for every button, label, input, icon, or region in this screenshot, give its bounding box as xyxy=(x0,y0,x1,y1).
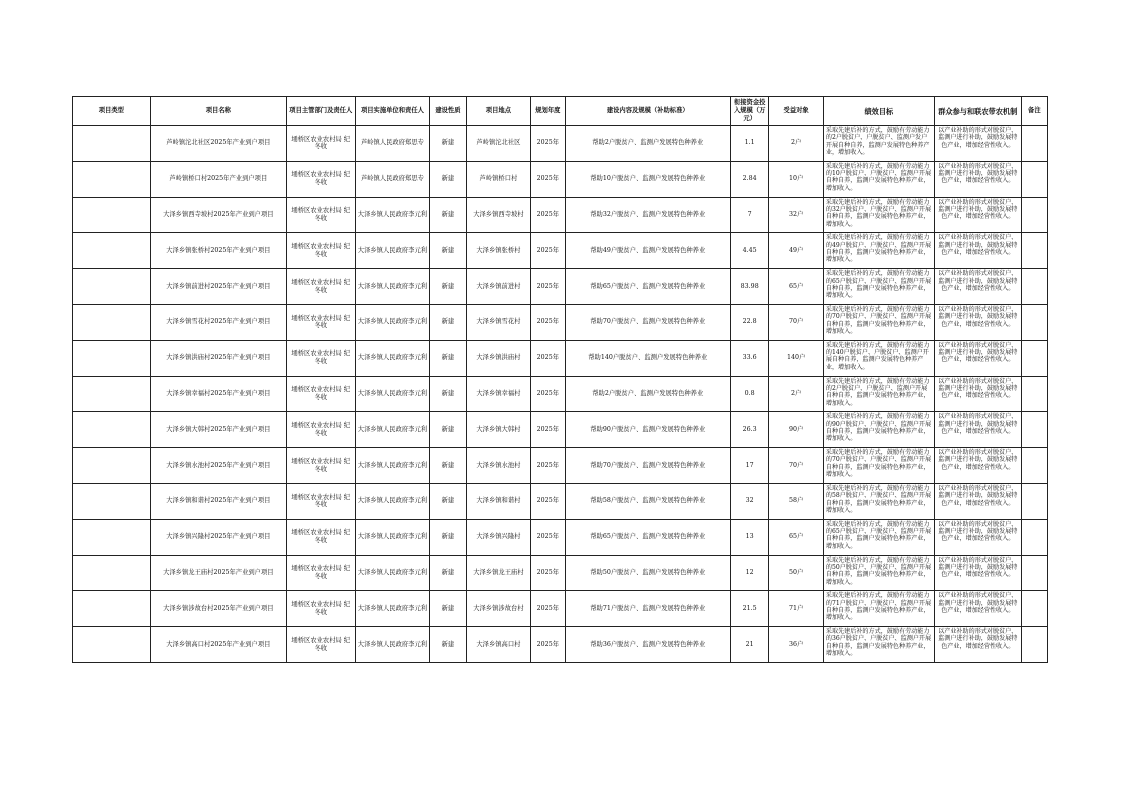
cell-dept: 埇桥区农业农村局 纪冬收 xyxy=(286,197,355,233)
table-row xyxy=(73,448,1048,484)
cell-funds: 12 xyxy=(731,555,769,591)
cell-remark xyxy=(1021,376,1047,412)
cell-funds: 0.8 xyxy=(731,376,769,412)
cell-nature: 新建 xyxy=(430,412,466,448)
cell-nature: 新建 xyxy=(430,197,466,233)
cell-mech: 以产业补助的形式对脱贫户、监测户进行补助，鼓励发展特色产业，增加经营性收入。 xyxy=(934,197,1021,233)
cell-name: 大泽乡镇水池村2025年产业到户项目 xyxy=(150,448,286,484)
cell-type xyxy=(73,448,151,484)
project-table xyxy=(72,96,1048,663)
table-row xyxy=(73,412,1048,448)
cell-content: 帮助49户脱贫户、监测户发展特色种养业 xyxy=(565,233,731,269)
cell-name: 大泽乡镇龙王庙村2025年产业到户项目 xyxy=(150,555,286,591)
cell-year: 2025年 xyxy=(531,591,565,627)
cell-name: 大泽乡镇兴隆村2025年产业到户项目 xyxy=(150,519,286,555)
cell-perf: 采取先建后补的方式，鼓励有劳动能力的36户脱贫户、户脱贫户、监测户开展自种自养，监测户发展特色种养产业，增加收入。 xyxy=(823,627,934,663)
cell-type xyxy=(73,483,151,519)
cell-year: 2025年 xyxy=(531,483,565,519)
cell-location: 大泽乡镇兴隆村 xyxy=(466,519,531,555)
cell-mech: 以产业补助的形式对脱贫户、监测户进行补助，鼓励发展特色产业，增加经营性收入。 xyxy=(934,340,1021,376)
cell-content: 帮助36户脱贫户、监测户发展特色种养业 xyxy=(565,627,731,663)
cell-impl: 大泽乡镇人民政府李元利 xyxy=(355,304,430,340)
cell-nature: 新建 xyxy=(430,126,466,162)
cell-name: 大泽乡镇雪花村2025年产业到户项目 xyxy=(150,304,286,340)
cell-nature: 新建 xyxy=(430,627,466,663)
cell-impl: 大泽乡镇人民政府李元利 xyxy=(355,627,430,663)
cell-beneficiary: 2户 xyxy=(769,376,824,412)
cell-type xyxy=(73,412,151,448)
cell-location: 大泽乡镇水池村 xyxy=(466,448,531,484)
cell-perf: 采取先建后补的方式，鼓励有劳动能力的65户脱贫户、户脱贫户、监测户开展自种自养，监测户发展特色种养产业，增加收入。 xyxy=(823,269,934,305)
table-body xyxy=(73,126,1048,663)
cell-location: 大泽乡镇洪庙村 xyxy=(466,340,531,376)
cell-impl: 大泽乡镇人民政府李元利 xyxy=(355,269,430,305)
cell-beneficiary: 58户 xyxy=(769,483,824,519)
cell-location: 大泽乡镇张桥村 xyxy=(466,233,531,269)
cell-nature: 新建 xyxy=(430,340,466,376)
table-row xyxy=(73,161,1048,197)
cell-year: 2025年 xyxy=(531,519,565,555)
cell-perf: 采取先建后补的方式，鼓励有劳动能力的2户脱贫户、户脱贫户、监测户开展自种自养，监测户发展特色种养产业，增加收入。 xyxy=(823,376,934,412)
cell-year: 2025年 xyxy=(531,126,565,162)
cell-content: 帮助71户脱贫户、监测户发展特色种养业 xyxy=(565,591,731,627)
cell-funds: 17 xyxy=(731,448,769,484)
cell-year: 2025年 xyxy=(531,233,565,269)
cell-nature: 新建 xyxy=(430,483,466,519)
cell-funds: 4.45 xyxy=(731,233,769,269)
cell-type xyxy=(73,519,151,555)
table-row xyxy=(73,197,1048,233)
cell-impl: 芦岭镇人民政府郑思专 xyxy=(355,126,430,162)
cell-year: 2025年 xyxy=(531,269,565,305)
header-impl: 项目实施单位和责任人 xyxy=(355,97,430,126)
header-name: 项目名称 xyxy=(150,97,286,126)
cell-perf: 采取先建后补的方式，鼓励有劳动能力的32户脱贫户、户脱贫户、监测户开展自种自养，监测户发展特色种养产业，增加收入。 xyxy=(823,197,934,233)
cell-mech: 以产业补助的形式对脱贫户、监测户进行补助，鼓励发展特色产业，增加经营性收入。 xyxy=(934,376,1021,412)
cell-dept: 埇桥区农业农村局 纪冬收 xyxy=(286,233,355,269)
cell-remark xyxy=(1021,197,1047,233)
table-row xyxy=(73,269,1048,305)
cell-dept: 埇桥区农业农村局 纪冬收 xyxy=(286,126,355,162)
cell-name: 大泽乡镇涉故台村2025年产业到户项目 xyxy=(150,591,286,627)
cell-content: 帮助2户脱贫户、监测户发展特色种养业 xyxy=(565,376,731,412)
cell-remark xyxy=(1021,233,1047,269)
cell-name: 芦岭镇沱北社区2025年产业到户项目 xyxy=(150,126,286,162)
cell-impl: 大泽乡镇人民政府李元利 xyxy=(355,197,430,233)
table-row xyxy=(73,340,1048,376)
header-beneficiary: 受益对象 xyxy=(769,97,824,126)
cell-perf: 采取先建后补的方式，鼓励有劳动能力的70户脱贫户、户脱贫户、监测户开展自种自养，监测户发展特色种养产业，增加收入。 xyxy=(823,448,934,484)
table-row xyxy=(73,519,1048,555)
cell-content: 帮助50户脱贫户、监测户发展特色种养业 xyxy=(565,555,731,591)
cell-content: 帮助65户脱贫户、监测户发展特色种养业 xyxy=(565,519,731,555)
cell-funds: 83.98 xyxy=(731,269,769,305)
cell-perf: 采取先建后补的方式，鼓励有劳动能力的71户脱贫户、户脱贫户、监测户开展自种自养，监测户发展特色种养产业，增加收入。 xyxy=(823,591,934,627)
cell-content: 帮助90户脱贫户、监测户发展特色种养业 xyxy=(565,412,731,448)
header-funds: 衔接资金投入规模（万元） xyxy=(731,97,769,126)
cell-perf: 采取先建后补的方式，鼓励有劳动能力的50户脱贫户、户脱贫户、监测户开展自种自养，监测户发展特色种养产业，增加收入。 xyxy=(823,555,934,591)
cell-content: 帮助32户脱贫户、监测户发展特色种养业 xyxy=(565,197,731,233)
cell-location: 大泽乡镇前进村 xyxy=(466,269,531,305)
cell-mech: 以产业补助的形式对脱贫户、监测户进行补助，鼓励发展特色产业，增加经营性收入。 xyxy=(934,448,1021,484)
cell-funds: 21 xyxy=(731,627,769,663)
cell-location: 大泽乡镇龙王庙村 xyxy=(466,555,531,591)
cell-funds: 21.5 xyxy=(731,591,769,627)
cell-perf: 采取先建后补的方式，鼓励有劳动能力的140户脱贫户、户脱贫户、监测户开展自种自养，监测户发展特色种养产业，增加收入。 xyxy=(823,340,934,376)
cell-mech: 以产业补助的形式对脱贫户、监测户进行补助，鼓励发展特色产业，增加经营性收入。 xyxy=(934,126,1021,162)
table-row xyxy=(73,627,1048,663)
cell-location: 芦岭镇桥口村 xyxy=(466,161,531,197)
cell-perf: 采取先建后补的方式，鼓励有劳动能力的2户脱贫户、户脱贫户、监测户发户开展自种自养，监测户发展特色种养产业，增加收入。 xyxy=(823,126,934,162)
cell-location: 芦岭镇沱北社区 xyxy=(466,126,531,162)
cell-location: 大泽乡镇大韩村 xyxy=(466,412,531,448)
cell-content: 帮助70户脱贫户、监测户发展特色种养业 xyxy=(565,304,731,340)
cell-type xyxy=(73,126,151,162)
cell-impl: 大泽乡镇人民政府李元利 xyxy=(355,591,430,627)
cell-beneficiary: 49户 xyxy=(769,233,824,269)
cell-mech: 以产业补助的形式对脱贫户、监测户进行补助，鼓励发展特色产业，增加经营性收入。 xyxy=(934,161,1021,197)
table-row xyxy=(73,483,1048,519)
cell-beneficiary: 71户 xyxy=(769,591,824,627)
cell-type xyxy=(73,304,151,340)
cell-impl: 大泽乡镇人民政府李元利 xyxy=(355,555,430,591)
cell-content: 帮助70户脱贫户、监测户发展特色种养业 xyxy=(565,448,731,484)
cell-type xyxy=(73,340,151,376)
cell-type xyxy=(73,555,151,591)
header-year: 规划年度 xyxy=(531,97,565,126)
cell-dept: 埇桥区农业农村局 纪冬收 xyxy=(286,304,355,340)
cell-perf: 采取先建后补的方式，鼓励有劳动能力的90户脱贫户、户脱贫户、监测户开展自种自养，监测户发展特色种养产业，增加收入。 xyxy=(823,412,934,448)
cell-beneficiary: 65户 xyxy=(769,519,824,555)
cell-location: 大泽乡镇和谐村 xyxy=(466,483,531,519)
cell-name: 大泽乡镇西寺坡村2025年产业到户项目 xyxy=(150,197,286,233)
cell-mech: 以产业补助的形式对脱贫户、监测户进行补助，鼓励发展特色产业，增加经营性收入。 xyxy=(934,627,1021,663)
cell-beneficiary: 36户 xyxy=(769,627,824,663)
cell-beneficiary: 70户 xyxy=(769,304,824,340)
cell-dept: 埇桥区农业农村局 纪冬收 xyxy=(286,627,355,663)
cell-beneficiary: 50户 xyxy=(769,555,824,591)
cell-type xyxy=(73,591,151,627)
cell-nature: 新建 xyxy=(430,376,466,412)
cell-funds: 32 xyxy=(731,483,769,519)
cell-nature: 新建 xyxy=(430,448,466,484)
cell-dept: 埇桥区农业农村局 纪冬收 xyxy=(286,269,355,305)
header-perf: 绩效目标 xyxy=(823,97,934,126)
cell-year: 2025年 xyxy=(531,448,565,484)
cell-mech: 以产业补助的形式对脱贫户、监测户进行补助，鼓励发展特色产业，增加经营性收入。 xyxy=(934,591,1021,627)
cell-location: 大泽乡镇西寺坡村 xyxy=(466,197,531,233)
cell-content: 帮助2户脱贫户、监测户发展特色种养业 xyxy=(565,126,731,162)
cell-content: 帮助140户脱贫户、监测户发展特色种养业 xyxy=(565,340,731,376)
cell-remark xyxy=(1021,591,1047,627)
cell-beneficiary: 2户 xyxy=(769,126,824,162)
header-row xyxy=(73,97,1048,126)
header-location: 项目地点 xyxy=(466,97,531,126)
cell-perf: 采取先建后补的方式，鼓励有劳动能力的65户脱贫户、户脱贫户、监测户开展自种自养，监测户发展特色种养产业，增加收入。 xyxy=(823,519,934,555)
cell-year: 2025年 xyxy=(531,376,565,412)
cell-mech: 以产业补助的形式对脱贫户、监测户进行补助，鼓励发展特色产业，增加经营性收入。 xyxy=(934,233,1021,269)
cell-remark xyxy=(1021,627,1047,663)
cell-beneficiary: 65户 xyxy=(769,269,824,305)
cell-name: 大泽乡镇高口村2025年产业到户项目 xyxy=(150,627,286,663)
table-row xyxy=(73,591,1048,627)
cell-dept: 埇桥区农业农村局 纪冬收 xyxy=(286,519,355,555)
cell-location: 大泽乡镇涉故台村 xyxy=(466,591,531,627)
cell-beneficiary: 90户 xyxy=(769,412,824,448)
cell-remark xyxy=(1021,519,1047,555)
cell-mech: 以产业补助的形式对脱贫户、监测户进行补助，鼓励发展特色产业，增加经营性收入。 xyxy=(934,519,1021,555)
cell-mech: 以产业补助的形式对脱贫户、监测户进行补助，鼓励发展特色产业，增加经营性收入。 xyxy=(934,412,1021,448)
cell-year: 2025年 xyxy=(531,627,565,663)
cell-nature: 新建 xyxy=(430,519,466,555)
cell-name: 芦岭镇桥口村2025年产业到户项目 xyxy=(150,161,286,197)
cell-perf: 采取先建后补的方式，鼓励有劳动能力的10户脱贫户、户脱贫户、监测户开展自种自养，监测户发展特色种养产业，增加收入。 xyxy=(823,161,934,197)
cell-impl: 大泽乡镇人民政府李元利 xyxy=(355,340,430,376)
cell-beneficiary: 32户 xyxy=(769,197,824,233)
cell-beneficiary: 140户 xyxy=(769,340,824,376)
cell-location: 大泽乡镇高口村 xyxy=(466,627,531,663)
cell-remark xyxy=(1021,304,1047,340)
cell-funds: 2.84 xyxy=(731,161,769,197)
cell-dept: 埇桥区农业农村局 纪冬收 xyxy=(286,161,355,197)
header-type: 项目类型 xyxy=(73,97,151,126)
cell-content: 帮助65户脱贫户、监测户发展特色种养业 xyxy=(565,269,731,305)
cell-content: 帮助58户脱贫户、监测户发展特色种养业 xyxy=(565,483,731,519)
cell-year: 2025年 xyxy=(531,555,565,591)
cell-remark xyxy=(1021,161,1047,197)
cell-dept: 埇桥区农业农村局 纪冬收 xyxy=(286,340,355,376)
cell-funds: 7 xyxy=(731,197,769,233)
cell-impl: 大泽乡镇人民政府李元利 xyxy=(355,376,430,412)
cell-nature: 新建 xyxy=(430,269,466,305)
cell-funds: 1.1 xyxy=(731,126,769,162)
cell-type xyxy=(73,627,151,663)
cell-name: 大泽乡镇前进村2025年产业到户项目 xyxy=(150,269,286,305)
cell-content: 帮助10户脱贫户、监测户发展特色种养业 xyxy=(565,161,731,197)
cell-nature: 新建 xyxy=(430,161,466,197)
header-dept: 项目主管部门及责任人 xyxy=(286,97,355,126)
cell-beneficiary: 10户 xyxy=(769,161,824,197)
cell-mech: 以产业补助的形式对脱贫户、监测户进行补助，鼓励发展特色产业，增加经营性收入。 xyxy=(934,483,1021,519)
cell-impl: 大泽乡镇人民政府李元利 xyxy=(355,233,430,269)
cell-impl: 大泽乡镇人民政府李元利 xyxy=(355,483,430,519)
cell-remark xyxy=(1021,448,1047,484)
cell-dept: 埇桥区农业农村局 纪冬收 xyxy=(286,555,355,591)
table-row xyxy=(73,304,1048,340)
cell-nature: 新建 xyxy=(430,304,466,340)
cell-mech: 以产业补助的形式对脱贫户、监测户进行补助，鼓励发展特色产业，增加经营性收入。 xyxy=(934,269,1021,305)
cell-nature: 新建 xyxy=(430,591,466,627)
cell-location: 大泽乡镇幸福村 xyxy=(466,376,531,412)
cell-funds: 13 xyxy=(731,519,769,555)
cell-year: 2025年 xyxy=(531,412,565,448)
cell-dept: 埇桥区农业农村局 纪冬收 xyxy=(286,412,355,448)
cell-year: 2025年 xyxy=(531,161,565,197)
cell-dept: 埇桥区农业农村局 纪冬收 xyxy=(286,448,355,484)
cell-beneficiary: 70户 xyxy=(769,448,824,484)
cell-remark xyxy=(1021,412,1047,448)
cell-year: 2025年 xyxy=(531,304,565,340)
cell-funds: 33.6 xyxy=(731,340,769,376)
cell-type xyxy=(73,269,151,305)
cell-type xyxy=(73,161,151,197)
cell-type xyxy=(73,197,151,233)
cell-funds: 26.3 xyxy=(731,412,769,448)
cell-dept: 埇桥区农业农村局 纪冬收 xyxy=(286,483,355,519)
cell-year: 2025年 xyxy=(531,340,565,376)
cell-perf: 采取先建后补的方式，鼓励有劳动能力的70户脱贫户、户脱贫户、监测户开展自种自养，监测户发展特色种养产业，增加收入。 xyxy=(823,304,934,340)
cell-remark xyxy=(1021,555,1047,591)
header-content: 建设内容及规模（补助标准） xyxy=(565,97,731,126)
cell-dept: 埇桥区农业农村局 纪冬收 xyxy=(286,591,355,627)
cell-nature: 新建 xyxy=(430,555,466,591)
cell-impl: 大泽乡镇人民政府李元利 xyxy=(355,519,430,555)
cell-location: 大泽乡镇雪花村 xyxy=(466,304,531,340)
cell-type xyxy=(73,376,151,412)
cell-year: 2025年 xyxy=(531,197,565,233)
header-nature: 建设性质 xyxy=(430,97,466,126)
cell-name: 大泽乡镇洪庙村2025年产业到户项目 xyxy=(150,340,286,376)
cell-remark xyxy=(1021,269,1047,305)
header-remark: 备注 xyxy=(1021,97,1047,126)
cell-funds: 22.8 xyxy=(731,304,769,340)
cell-perf: 采取先建后补的方式，鼓励有劳动能力的58户脱贫户、户脱贫户、监测户开展自种自养，监测户发展特色种养产业，增加收入。 xyxy=(823,483,934,519)
cell-remark xyxy=(1021,126,1047,162)
table-row xyxy=(73,555,1048,591)
cell-name: 大泽乡镇和谐村2025年产业到户项目 xyxy=(150,483,286,519)
cell-name: 大泽乡镇张桥村2025年产业到户项目 xyxy=(150,233,286,269)
table-row xyxy=(73,126,1048,162)
header-mech: 群众参与和联农带农机制 xyxy=(934,97,1021,126)
cell-type xyxy=(73,233,151,269)
cell-mech: 以产业补助的形式对脱贫户、监测户进行补助，鼓励发展特色产业，增加经营性收入。 xyxy=(934,304,1021,340)
cell-impl: 大泽乡镇人民政府李元利 xyxy=(355,412,430,448)
cell-impl: 大泽乡镇人民政府李元利 xyxy=(355,448,430,484)
cell-perf: 采取先建后补的方式，鼓励有劳动能力的49户脱贫户、户脱贫户、监测户开展自种自养，监测户发展特色种养产业，增加收入。 xyxy=(823,233,934,269)
table-row xyxy=(73,376,1048,412)
cell-impl: 芦岭镇人民政府郑思专 xyxy=(355,161,430,197)
cell-remark xyxy=(1021,483,1047,519)
cell-mech: 以产业补助的形式对脱贫户、监测户进行补助，鼓励发展特色产业，增加经营性收入。 xyxy=(934,555,1021,591)
cell-dept: 埇桥区农业农村局 纪冬收 xyxy=(286,376,355,412)
table-row xyxy=(73,233,1048,269)
cell-name: 大泽乡镇幸福村2025年产业到户项目 xyxy=(150,376,286,412)
cell-name: 大泽乡镇大韩村2025年产业到户项目 xyxy=(150,412,286,448)
cell-remark xyxy=(1021,340,1047,376)
cell-nature: 新建 xyxy=(430,233,466,269)
